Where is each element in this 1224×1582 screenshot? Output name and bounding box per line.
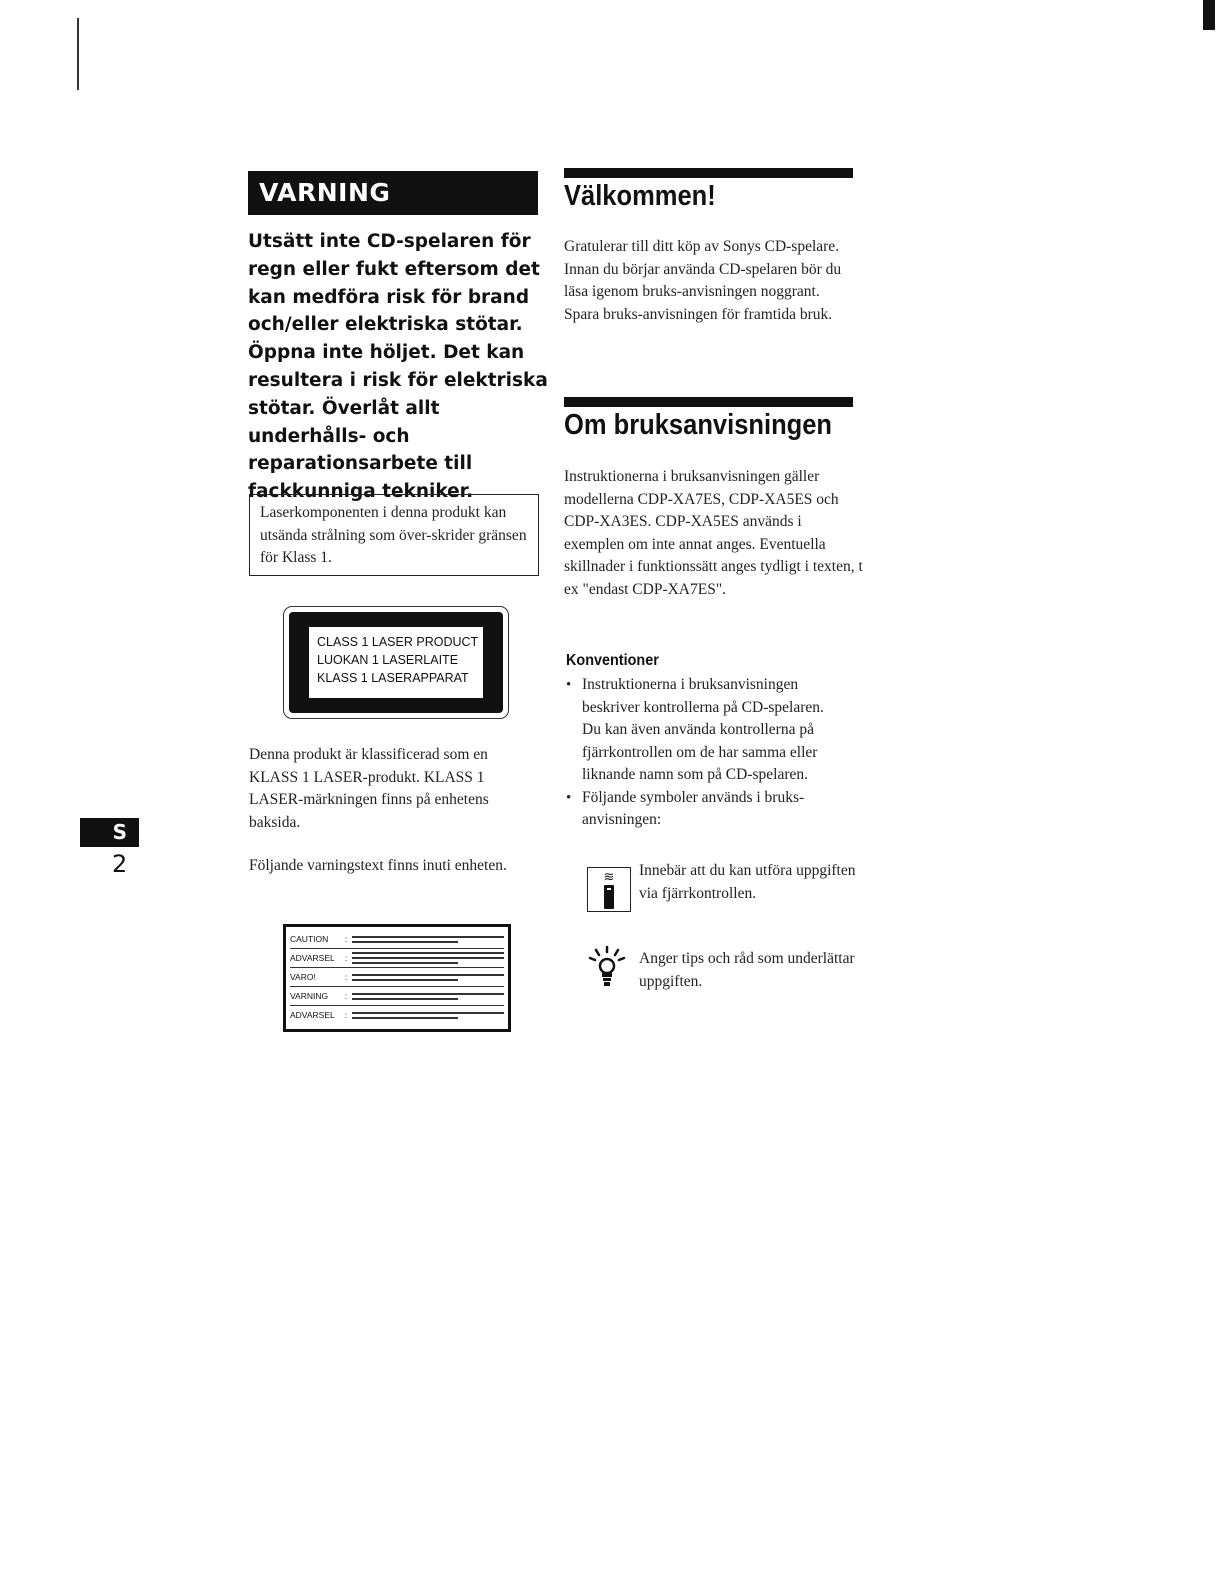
class-label-line: KLASS 1 LASERAPPARAT [317,671,469,685]
caution-label-table [283,924,511,1032]
list-item-text: • Följande symboler används i bruks-anvisningen: [582,788,805,828]
class-label-line: LUOKAN 1 LASERLAITE [317,653,459,667]
section-rule [564,168,853,178]
caution-row-colon: : [344,1010,348,1020]
class-laser-label [283,606,509,719]
caution-row-colon: : [344,991,348,1001]
illegible-text [352,952,504,964]
class-laser-label-frame [289,612,503,713]
caution-row [290,987,504,1006]
list-item [566,787,856,832]
warning-title: VARNING [248,171,538,215]
caution-row-colon: : [344,934,348,944]
lightbulb-icon [587,945,627,991]
welcome-paragraph: Gratulerar till ditt köp av Sonys CD-spelare. Innan du börjar använda CD-spelaren bör du läsa igenom bruks-anvisningen noggrant. Spara bruks-anvisningen för framtida bruk. [564,238,842,323]
illegible-text [352,974,504,981]
illegible-text [352,993,504,1000]
remote-symbol-description: Innebär att du kan utföra uppgiften via fjärrkontrollen. [639,862,856,902]
illegible-text [352,936,504,943]
page-number: 2 [112,850,128,878]
warning-text: Utsätt inte CD-spelaren för regn eller fukt eftersom det kan medföra risk för brand och/eller elektriska stötar. Öppna inte höljet. Det kan resultera i risk för elektriska stötar. Överlåt allt underhålls- och reparationsarbete till fackkunniga tekniker. [248,231,548,503]
caution-row-label: ADVARSEL [290,1010,335,1020]
manual-paragraph: Instruktionerna i bruksanvisningen gäller modellerna CDP-XA7ES, CDP-XA5ES och CDP-XA3ES. CDP-XA5ES används i exemplen om inte annat anges. Eventuella skillnader i funktionssätt anges tydligt i texten, t ex "endast CDP-XA7ES". [564,468,863,598]
conventions-list [566,674,856,832]
language-tab: S [80,818,139,847]
remote-control-icon: ≋ [587,867,631,912]
caution-row [290,930,504,949]
scan-mark [1203,0,1215,30]
conventions-heading: Konventioner [566,652,659,669]
welcome-heading: Välkommen! [564,180,716,212]
caution-row [290,949,504,968]
klass-paragraph: Denna produkt är klassificerad som en KLASS 1 LASER-produkt. KLASS 1 LASER-märkningen finns på enhetens baksida. [249,746,489,831]
caution-row [290,1006,504,1024]
manual-heading: Om bruksanvisningen [564,409,833,441]
class-label-line: CLASS 1 LASER PRODUCT [317,635,479,649]
list-item-text: • Instruktionerna i bruksanvisningen beskriver kontrollerna på CD-spelaren. [582,676,824,716]
caution-row-label: CAUTION [290,934,329,944]
foljande-paragraph: Följande varningstext finns inuti enheten. [249,857,507,874]
list-item [566,674,856,787]
class-laser-label-text [309,627,483,698]
caution-row-label: VARO! [290,972,316,982]
illegible-text [352,1012,504,1019]
caution-row-label: VARNING [290,991,329,1001]
caution-row [290,968,504,987]
tip-symbol-description: Anger tips och råd som underlättar uppgiften. [639,950,855,990]
caution-row-colon: : [344,953,348,963]
list-item-text: Du kan även använda kontrollerna på fjärrkontrollen om de har samma eller liknande namn som på CD-spelaren. [582,721,818,783]
section-rule [564,397,853,407]
scan-mark [77,18,79,90]
laser-note-box: Laserkomponenten i denna produkt kan utsända strålning som över-skrider gränsen för Klass 1. [249,494,539,576]
caution-row-label: ADVARSEL [290,953,335,963]
caution-row-colon: : [344,972,348,982]
